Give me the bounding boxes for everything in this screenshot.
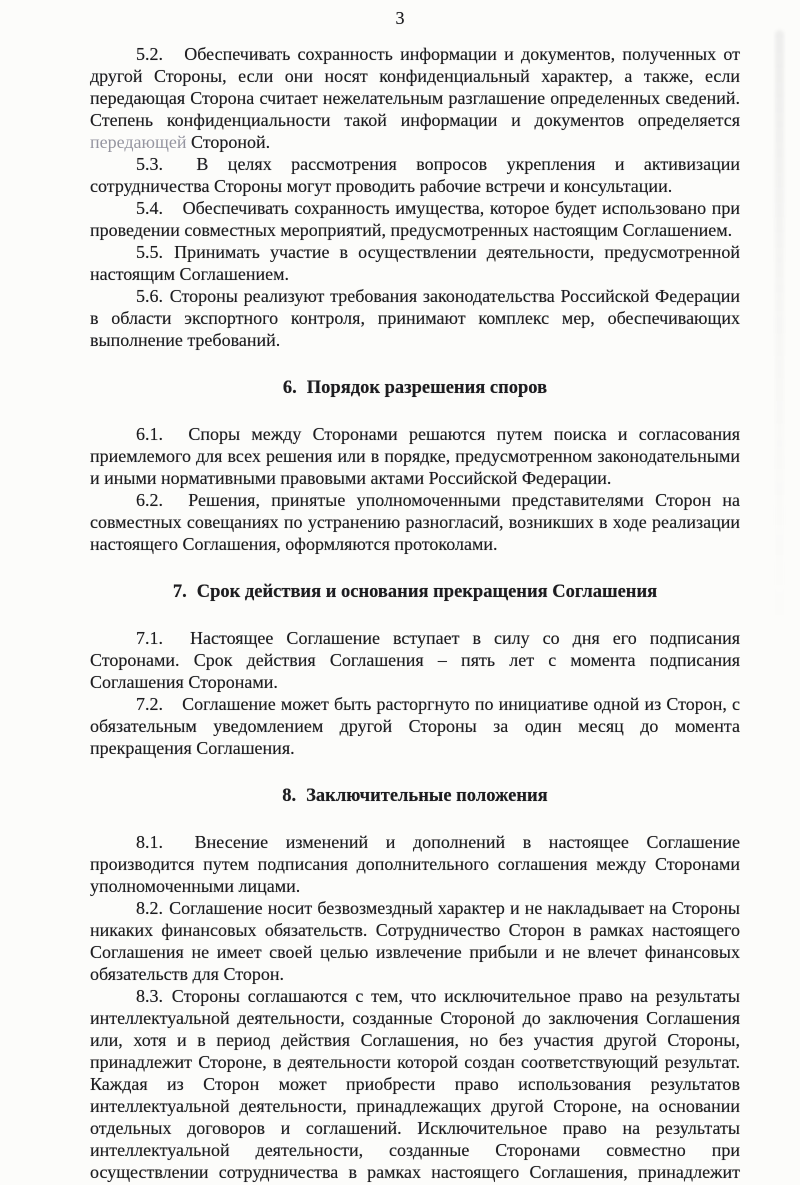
heading-text: Срок действия и основания прекращения Соглашения xyxy=(196,582,658,602)
text-line: прекращения Соглашения. xyxy=(90,738,295,758)
paragraph-5-3 xyxy=(90,153,740,197)
paragraph-7-2 xyxy=(90,693,740,759)
heading-number: 6. xyxy=(282,378,297,398)
text-line: 7.2. Соглашение может быть расторгнуто по инициативе одной из Сторон, с xyxy=(136,694,741,714)
scan-artifact-streak xyxy=(775,30,784,630)
text-line: и иными нормативными правовыми актами Российской Федерации. xyxy=(90,468,612,488)
text-line: уполномоченными лицами. xyxy=(90,876,301,896)
text-line: 5.3. В целях рассмотрения вопросов укрепления и активизации xyxy=(136,154,741,174)
text-line: 6.1. Споры между Сторонами решаются путем поиска и согласования xyxy=(136,424,741,444)
text-line: проведении совместных мероприятий, предусмотренных настоящим Соглашением. xyxy=(90,220,733,240)
text-line: выполнение требований. xyxy=(90,330,281,350)
paragraph-number: 8.1. xyxy=(136,832,163,852)
text-line: 5.2. Обеспечивать сохранность информации и документов, полученных от xyxy=(136,44,741,64)
text-line: Сторонами. Срок действия Соглашения – пять лет с момента подписания xyxy=(90,650,740,670)
paragraph-number: 5.5. xyxy=(136,242,163,262)
text-line: совместных совещаниях по устранению разногласий, возникших в ходе реализации xyxy=(90,512,740,532)
text-line: обязательств для Сторон. xyxy=(90,964,284,984)
paragraph-6-1 xyxy=(90,423,740,489)
paragraph-5-2 xyxy=(90,43,740,153)
faded-text-segment: передающей xyxy=(90,132,191,152)
text-line: в области экспортного контроля, принимают комплекс мер, обеспечивающих xyxy=(90,308,740,328)
text-line: 8.3. Стороны соглашаются с тем, что исключительное право на результаты xyxy=(136,986,741,1006)
paragraph-5-6 xyxy=(90,285,740,351)
text-line: передающая Сторона считает нежелательным разглашение определенных сведений. xyxy=(90,88,740,108)
text-line: Каждая из Сторон может приобрести право использования результатов xyxy=(90,1074,740,1094)
text-line: интеллектуальной деятельности, принадлежащих другой Стороне, на основании xyxy=(90,1096,740,1116)
text-line xyxy=(90,131,740,153)
text-line: обязательным уведомлением другой Стороны за один месяц до момента xyxy=(90,716,740,736)
paragraph-number: 8.2. xyxy=(136,898,163,918)
text-line: осуществлении сотрудничества в рамках настоящего Соглашения, принадлежит xyxy=(90,1162,740,1182)
text-line: никаких финансовых обязательств. Сотрудничество Сторон в рамках настоящего xyxy=(90,920,740,940)
text-line: приемлемого для всех решения или в порядке, предусмотренном законодательными xyxy=(90,446,740,466)
paragraph-number: 7.2. xyxy=(136,694,163,714)
text-line: принадлежит Стороне, в деятельности которой создан соответствующий результат. xyxy=(90,1052,740,1072)
text-line: 8.1. Внесение изменений и дополнений в настоящее Соглашение xyxy=(136,832,740,852)
text-segment: Стороной. xyxy=(190,132,271,152)
paragraph-number: 7.1. xyxy=(136,628,163,648)
paragraph-number: 5.4. xyxy=(136,198,163,218)
paragraph-8-2 xyxy=(90,897,740,985)
heading-number: 8. xyxy=(282,786,297,806)
document-content xyxy=(0,43,800,1183)
text-line: интеллектуальной деятельности, созданные Стороной до заключения Соглашения xyxy=(90,1008,740,1028)
text-line: Соглашения Сторонами. xyxy=(90,672,278,692)
section-heading-7 xyxy=(90,581,740,603)
paragraph-number: 6.1. xyxy=(136,424,163,444)
text-line: отдельных договоров и соглашений. Исключительное право на результаты xyxy=(90,1118,740,1138)
text-line: Степень конфиденциальности такой информации и документов определяется xyxy=(90,110,740,130)
paragraph-number: 6.2. xyxy=(136,490,163,510)
text-line: или, хотя и в период действия Соглашения, но без участия другой Стороны, xyxy=(90,1030,740,1050)
heading-number: 7. xyxy=(172,582,187,602)
text-line: 5.6. Стороны реализуют требования законодательства Российской Федерации xyxy=(136,286,741,306)
text-line: другой Стороны, если они носят конфиденциальный характер, а также, если xyxy=(90,66,740,86)
text-line: 7.1. Настоящее Соглашение вступает в силу со дня его подписания xyxy=(136,628,741,648)
text-line: Соглашения не имеет своей целью извлечение прибыли и не влечет финансовых xyxy=(90,942,740,962)
text-line: 5.5. Принимать участие в осуществлении деятельности, предусмотренной xyxy=(136,242,740,262)
paragraph-8-1 xyxy=(90,831,740,897)
paragraph-number: 5.6. xyxy=(136,286,163,306)
paragraph-number: 5.2. xyxy=(136,44,163,64)
text-line: 8.2. Соглашение носит безвозмездный характер и не накладывает на Стороны xyxy=(136,898,740,918)
paragraph-7-1 xyxy=(90,627,740,693)
text-line: 5.4. Обеспечивать сохранность имущества, которое будет использовано при xyxy=(136,198,741,218)
section-heading-8 xyxy=(90,785,740,807)
text-line: сотрудничества Стороны могут проводить рабочие встречи и консультации. xyxy=(90,176,673,196)
paragraph-5-5 xyxy=(90,241,740,285)
page-number: 3 xyxy=(395,8,405,28)
text-line: настоящего Соглашения, оформляются протоколами. xyxy=(90,534,498,554)
text-line: настоящим Соглашением. xyxy=(90,264,290,284)
paragraph-6-2 xyxy=(90,489,740,555)
text-line: 6.2. Решения, принятые уполномоченными представителями Сторон на xyxy=(136,490,740,510)
text-line: интеллектуальной деятельности, созданные Сторонами совместно при xyxy=(90,1140,740,1160)
paragraph-number: 5.3. xyxy=(136,154,163,174)
text-line: производится путем подписания дополнительного соглашения между Сторонами xyxy=(90,854,740,874)
paragraph-5-4 xyxy=(90,197,740,241)
paragraph-8-3 xyxy=(90,985,740,1183)
paragraph-number: 8.3. xyxy=(136,986,163,1006)
section-heading-6 xyxy=(90,377,740,399)
heading-text: Заключительные положения xyxy=(306,786,548,806)
heading-text: Порядок разрешения споров xyxy=(306,378,548,398)
